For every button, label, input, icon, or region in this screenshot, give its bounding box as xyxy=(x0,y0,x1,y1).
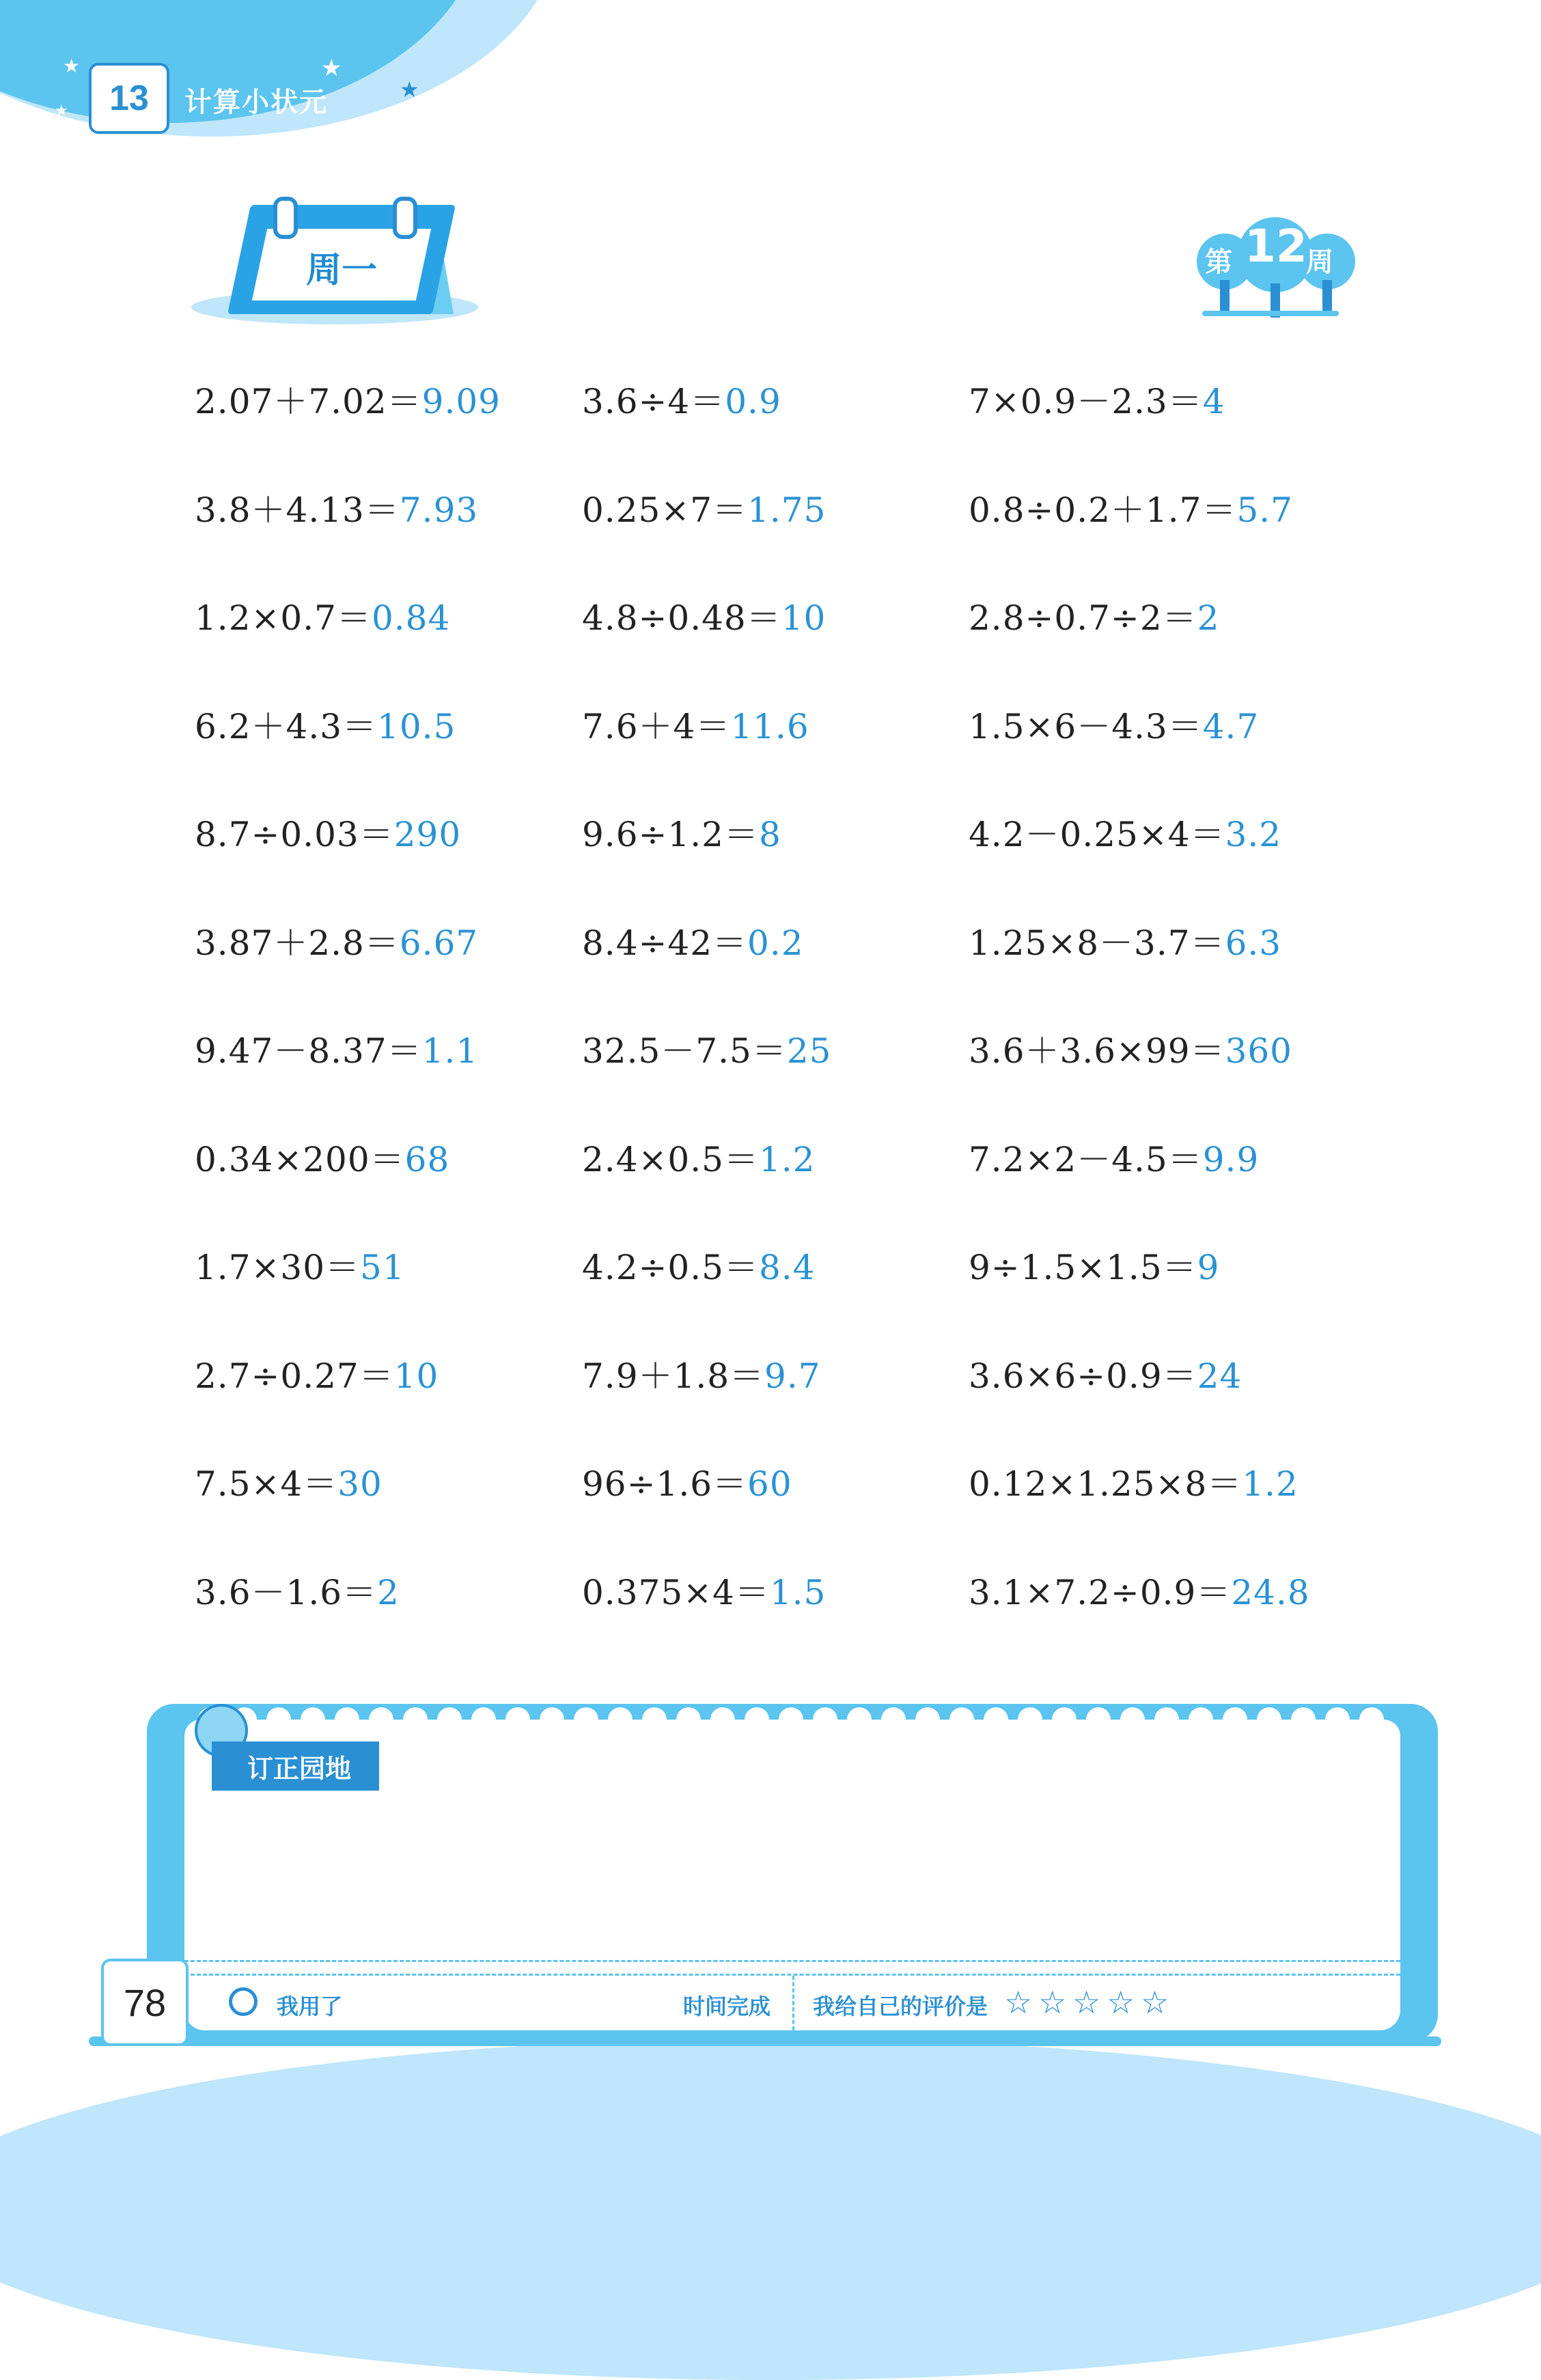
problem-item xyxy=(582,699,809,748)
problem-expression: 3.6＋3.6×99＝ xyxy=(969,1031,1225,1071)
rating-star-icon[interactable]: ☆ xyxy=(1107,1984,1135,2021)
problem-item xyxy=(582,807,781,856)
problem-expression: 3.6×6÷0.9＝ xyxy=(969,1356,1197,1396)
problem-item xyxy=(969,374,1225,423)
problem-item xyxy=(969,1457,1299,1506)
problem-answer: 3.2 xyxy=(1225,815,1282,854)
problem-expression: 4.2÷0.5＝ xyxy=(582,1248,759,1287)
problem-item xyxy=(969,1565,1310,1614)
problem-item xyxy=(195,1132,449,1181)
rating-star-icon[interactable]: ☆ xyxy=(1038,1984,1067,2021)
problem-expression: 2.07＋7.02＝ xyxy=(195,382,422,421)
scallop xyxy=(1291,1707,1316,1732)
problem-expression: 7.9＋1.8＝ xyxy=(582,1356,765,1396)
problem-item xyxy=(969,591,1219,640)
problem-answer: 9.09 xyxy=(421,382,501,421)
problem-item xyxy=(969,699,1259,748)
problem-expression: 8.7÷0.03＝ xyxy=(195,815,394,854)
problem-answer: 6.3 xyxy=(1225,923,1282,963)
scallop xyxy=(1189,1707,1213,1732)
scallop xyxy=(949,1707,974,1732)
problem-answer: 9.7 xyxy=(764,1356,821,1396)
rating-star-icon[interactable]: ☆ xyxy=(1004,1984,1033,2021)
problem-expression: 0.12×1.25×8＝ xyxy=(969,1464,1242,1504)
scallop xyxy=(1086,1707,1111,1732)
scallop xyxy=(608,1707,633,1732)
scallop xyxy=(540,1707,564,1732)
problem-expression: 2.8÷0.7÷2＝ xyxy=(969,598,1197,638)
problem-answer: 0.2 xyxy=(747,923,804,963)
problem-answer: 68 xyxy=(404,1139,450,1179)
problem-answer: 2 xyxy=(1197,598,1220,638)
problem-item xyxy=(582,1349,821,1398)
problem-item xyxy=(195,483,478,532)
problem-answer: 24.8 xyxy=(1231,1572,1310,1612)
scallop xyxy=(745,1707,769,1732)
problem-item xyxy=(582,591,826,640)
scallop xyxy=(335,1707,359,1732)
scallop xyxy=(369,1707,393,1732)
problem-item xyxy=(195,374,501,423)
problem-expression: 7.6＋4＝ xyxy=(582,706,731,746)
star-icon: ★ xyxy=(400,76,419,102)
scallop xyxy=(710,1707,735,1732)
problem-item xyxy=(969,1024,1292,1073)
problem-item xyxy=(195,1240,405,1289)
scallop xyxy=(1018,1707,1042,1732)
problem-expression: 7.2×2－4.5＝ xyxy=(969,1139,1203,1179)
star-icon: ★ xyxy=(321,55,342,82)
ground xyxy=(1202,311,1339,316)
footer-arc xyxy=(0,2039,1541,2380)
problem-expression: 0.25×7＝ xyxy=(582,490,748,530)
scallop xyxy=(301,1707,325,1732)
problem-item xyxy=(195,807,461,856)
problem-expression: 7.5×4＝ xyxy=(195,1464,338,1504)
logo-cube: 13 xyxy=(89,63,169,134)
problem-item xyxy=(195,1457,383,1506)
scallop xyxy=(1359,1707,1384,1732)
problem-expression: 3.6÷4＝ xyxy=(582,382,725,421)
problem-answer: 2 xyxy=(377,1572,400,1612)
problem-expression: 1.5×6－4.3＝ xyxy=(969,706,1203,746)
problem-expression: 4.2－0.25×4＝ xyxy=(969,815,1225,854)
problem-answer: 60 xyxy=(747,1464,792,1504)
problem-item xyxy=(582,1565,826,1614)
problem-item xyxy=(582,1240,815,1289)
page-number: 78 xyxy=(101,1959,189,2046)
problem-answer: 1.75 xyxy=(747,490,827,530)
problem-answer: 1.5 xyxy=(769,1572,827,1612)
problem-expression: 0.8÷0.2＋1.7＝ xyxy=(969,490,1237,530)
book-title: 计算小状元 xyxy=(184,87,328,118)
problem-expression: 3.8＋4.13＝ xyxy=(195,490,400,530)
problem-answer: 7.93 xyxy=(399,490,479,530)
star-icon: ★ xyxy=(55,102,68,120)
problem-item xyxy=(582,1457,792,1506)
problem-expression: 9÷1.5×1.5＝ xyxy=(969,1248,1197,1287)
problem-answer: 1.2 xyxy=(1242,1464,1299,1504)
scallop xyxy=(984,1707,1008,1732)
problem-expression: 3.87＋2.8＝ xyxy=(195,923,400,963)
problem-item xyxy=(195,699,456,748)
problem-item xyxy=(582,1024,831,1073)
problem-item xyxy=(195,1349,439,1398)
problem-expression: 6.2＋4.3＝ xyxy=(195,706,378,746)
rating-star-icon[interactable]: ☆ xyxy=(1141,1984,1169,2021)
problem-expression: 9.47－8.37＝ xyxy=(195,1031,422,1071)
scallop xyxy=(437,1707,462,1732)
week-number: 12 xyxy=(1245,220,1307,272)
scallop xyxy=(505,1707,530,1732)
rating-label: 我给自己的评价是 xyxy=(813,1993,988,2019)
problem-answer: 4.7 xyxy=(1202,706,1260,746)
problem-expression: 32.5－7.5＝ xyxy=(582,1031,787,1071)
clock-icon xyxy=(229,1987,258,2016)
problem-item xyxy=(969,483,1293,532)
problem-expression: 1.25×8－3.7＝ xyxy=(969,923,1225,963)
problem-answer: 360 xyxy=(1225,1031,1292,1071)
problem-answer: 30 xyxy=(337,1464,383,1504)
divider xyxy=(184,1960,1400,1962)
day-label: 周一 xyxy=(305,249,377,291)
problem-answer: 8.4 xyxy=(758,1248,816,1287)
scallop xyxy=(676,1707,701,1732)
problem-answer: 9 xyxy=(1197,1248,1220,1287)
problem-item xyxy=(969,1349,1242,1398)
scallop xyxy=(1223,1707,1247,1732)
problem-answer: 9.9 xyxy=(1202,1139,1260,1179)
divider xyxy=(792,1976,794,2030)
problem-expression: 96÷1.6＝ xyxy=(582,1464,748,1504)
problem-answer: 8 xyxy=(758,815,781,854)
problem-expression: 2.4×0.5＝ xyxy=(582,1139,759,1179)
scallop xyxy=(1052,1707,1077,1732)
scallop xyxy=(847,1707,872,1732)
footer-bar xyxy=(89,2036,1441,2046)
problem-answer: 10 xyxy=(393,1356,439,1396)
scallop xyxy=(266,1707,291,1732)
problem-expression: 0.375×4＝ xyxy=(582,1572,770,1612)
scallop xyxy=(642,1707,667,1732)
problem-answer: 1.2 xyxy=(758,1139,816,1179)
problem-answer: 4 xyxy=(1202,382,1225,421)
problem-item xyxy=(195,1024,478,1073)
problem-item xyxy=(582,374,781,423)
problem-item xyxy=(969,807,1281,856)
time-suffix: 时间完成 xyxy=(683,1993,771,2019)
week-suffix: 周 xyxy=(1306,247,1333,278)
problem-expression: 3.6－1.6＝ xyxy=(195,1572,378,1612)
scallop xyxy=(471,1707,496,1732)
problem-expression: 1.7×30＝ xyxy=(195,1248,361,1287)
trunk xyxy=(1220,280,1230,314)
scallop xyxy=(779,1707,803,1732)
rating-star-icon[interactable]: ☆ xyxy=(1072,1984,1101,2021)
problem-expression: 3.1×7.2÷0.9＝ xyxy=(969,1572,1232,1612)
scallop xyxy=(1120,1707,1145,1732)
scallop xyxy=(1325,1707,1350,1732)
scallop xyxy=(1257,1707,1281,1732)
problem-answer: 0.9 xyxy=(725,382,781,421)
scallop xyxy=(881,1707,906,1732)
problem-expression: 0.34×200＝ xyxy=(195,1139,405,1179)
trunk xyxy=(1322,280,1332,314)
time-prefix: 我用了 xyxy=(277,1993,343,2019)
problem-expression: 2.7÷0.27＝ xyxy=(195,1356,394,1396)
scallop xyxy=(1154,1707,1179,1732)
problem-answer: 24 xyxy=(1197,1356,1242,1396)
problem-expression: 1.2×0.7＝ xyxy=(195,598,372,638)
problem-expression: 4.8÷0.48＝ xyxy=(582,598,781,638)
problem-item xyxy=(195,591,450,640)
problem-answer: 0.84 xyxy=(371,598,451,638)
star-icon: ★ xyxy=(63,55,81,77)
problem-item xyxy=(969,916,1281,965)
correction-title: 订正园地 xyxy=(212,1741,379,1791)
scallop xyxy=(813,1707,837,1732)
problem-expression: 9.6÷1.2＝ xyxy=(582,815,759,854)
problem-item xyxy=(969,1240,1219,1289)
problem-answer: 290 xyxy=(393,815,462,854)
problem-item xyxy=(582,1132,815,1181)
problem-answer: 10 xyxy=(781,598,827,638)
problem-answer: 6.67 xyxy=(399,923,479,963)
problem-expression: 8.4÷42＝ xyxy=(582,923,748,963)
problem-answer: 51 xyxy=(360,1248,405,1287)
problem-answer: 25 xyxy=(786,1031,832,1071)
scallop xyxy=(574,1707,598,1732)
week-prefix: 第 xyxy=(1205,247,1232,278)
problem-answer: 1.1 xyxy=(421,1031,479,1071)
problem-item xyxy=(969,1132,1259,1181)
problem-item xyxy=(582,916,804,965)
problem-item xyxy=(195,916,478,965)
problem-expression: 7×0.9－2.3＝ xyxy=(969,382,1203,421)
scallop xyxy=(915,1707,940,1732)
problem-answer: 10.5 xyxy=(377,706,456,746)
problem-answer: 11.6 xyxy=(730,706,809,746)
problem-item xyxy=(582,483,826,532)
problem-item xyxy=(195,1565,400,1614)
scallop xyxy=(403,1707,428,1732)
problem-answer: 5.7 xyxy=(1236,490,1293,530)
